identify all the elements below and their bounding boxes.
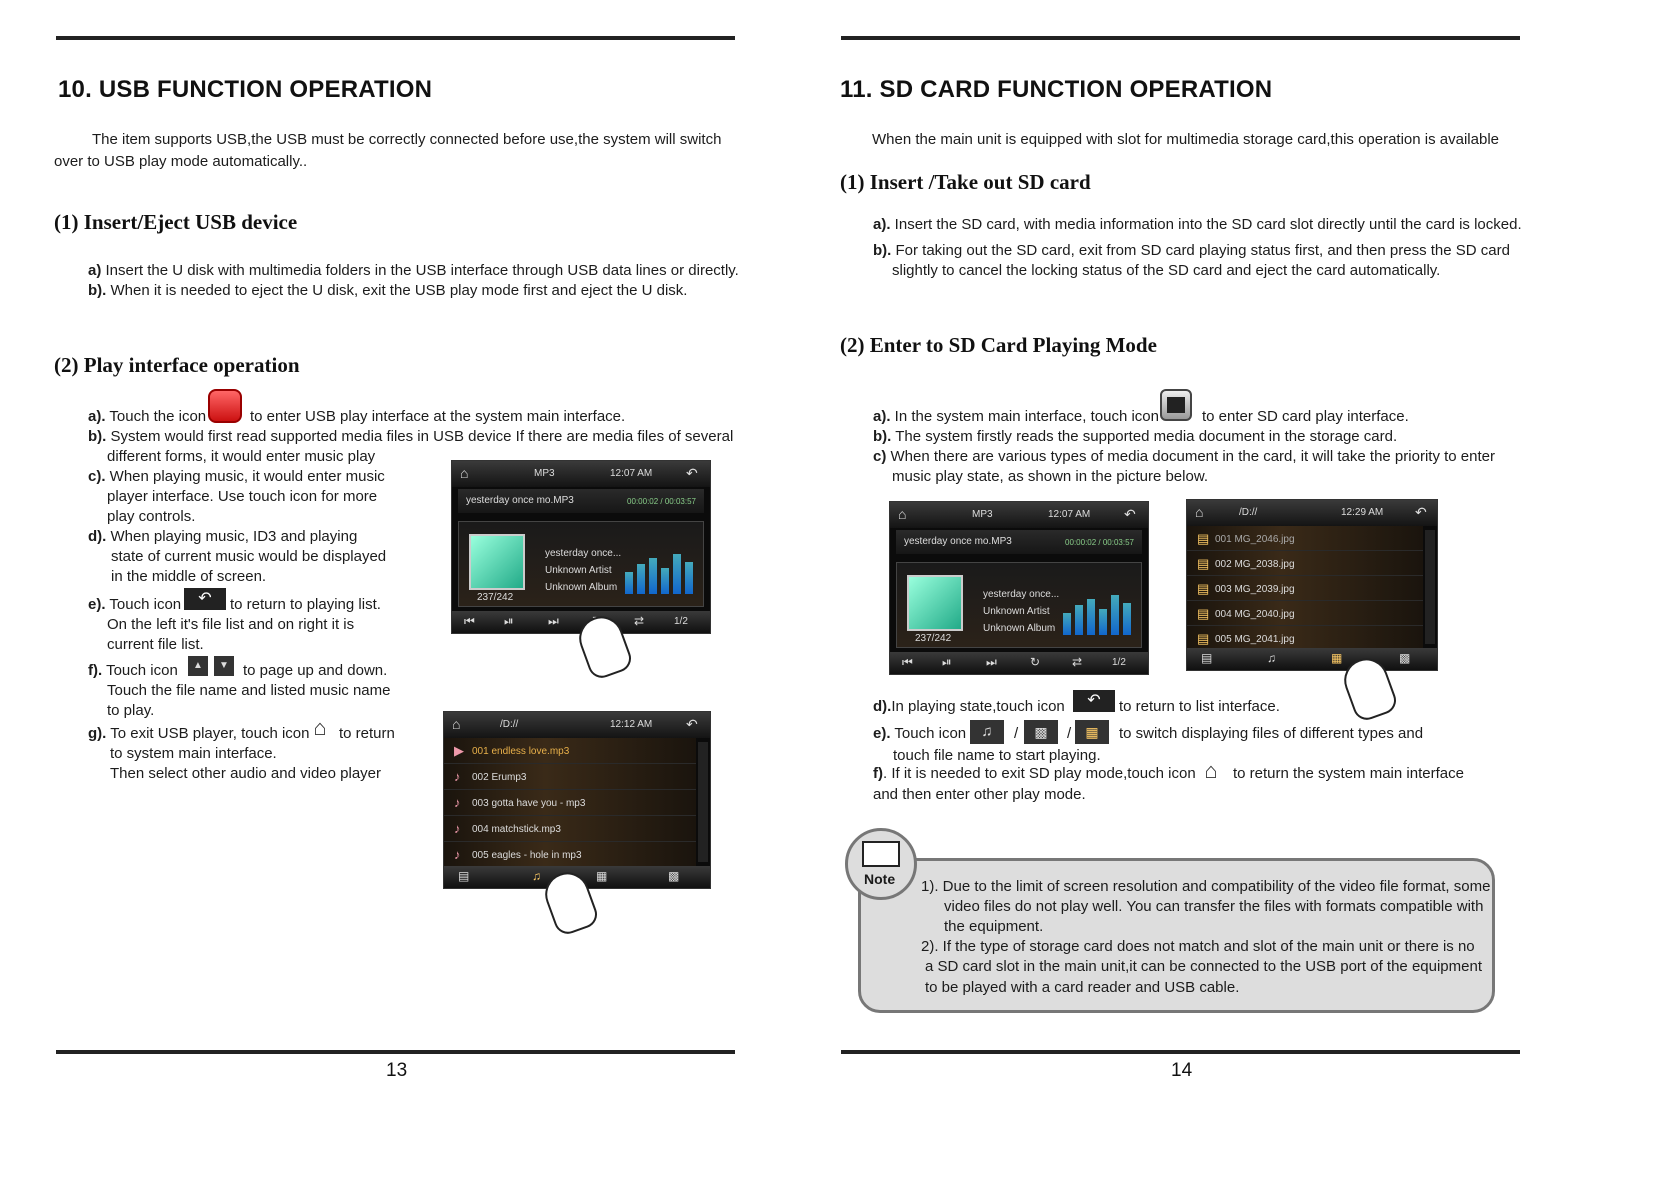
step-text: On the left it's file list and on right it is [107, 616, 355, 633]
note-line: a SD card slot in the main unit,it can be connected to the USB port of the equipment [925, 958, 1482, 975]
file-list [1187, 526, 1437, 648]
photo-icon[interactable]: ▦ [1075, 720, 1109, 744]
back-arrow-icon[interactable]: ↶ [1124, 506, 1136, 522]
note-line: to be played with a card reader and USB cable. [925, 979, 1240, 996]
step-d: d). When playing music, ID3 and playing [88, 528, 358, 545]
now-playing-panel [458, 521, 704, 607]
step-text: to return [339, 725, 395, 742]
step-f: f). Touch icon [88, 662, 178, 679]
sd-player-screenshot [889, 501, 1149, 675]
section-title: 10. USB FUNCTION OPERATION [58, 76, 433, 103]
step-text: play controls. [107, 508, 196, 525]
section-title: 11. SD CARD FUNCTION OPERATION [840, 76, 1273, 103]
step-text: to return to playing list. [230, 596, 381, 613]
list-item[interactable]: ▤ 004 MG_2040.jpg [1187, 601, 1423, 626]
status-bar [890, 502, 1148, 528]
mode-label: MP3 [534, 468, 555, 479]
note-line: video files do not play well. You can transfer the files with formats compatible with [944, 898, 1484, 915]
equalizer-bars [1063, 591, 1133, 635]
note-line: 2). If the type of storage card does not match and slot of the main unit or there is no [921, 938, 1475, 955]
equalizer-bars [625, 550, 695, 594]
home-icon[interactable]: ⌂ [898, 506, 907, 522]
device-icon[interactable]: ▤ [1201, 651, 1213, 665]
page-up-icon[interactable]: ▲ [188, 656, 208, 676]
music-icon[interactable]: ♫ [970, 720, 1004, 744]
step-f: f). If it is needed to exit SD play mode,touch icon [873, 765, 1196, 782]
sd-card-icon[interactable] [1160, 389, 1192, 421]
back-arrow-icon[interactable]: ↶ [1415, 504, 1427, 520]
list-item[interactable]: ▤ 005 MG_2041.jpg [1187, 626, 1423, 650]
note-label: Note [864, 871, 896, 887]
list-item[interactable]: ♪ 002 Erump3 [444, 764, 696, 790]
film-icon[interactable]: ▩ [1024, 720, 1058, 744]
top-rule [841, 36, 1520, 40]
song-title: yesterday once... [545, 548, 622, 559]
usb-player-screenshot [451, 460, 711, 634]
scrollbar[interactable] [698, 742, 708, 862]
step-text: in the middle of screen. [111, 568, 267, 585]
mode-label: MP3 [972, 509, 993, 520]
album: Unknown Album [545, 582, 618, 593]
usb-list-screenshot [443, 711, 711, 889]
step-e: e). Touch icon [88, 596, 182, 613]
status-bar [1187, 500, 1437, 526]
note-line: the equipment. [944, 918, 1044, 935]
back-arrow-icon[interactable]: ↶ [686, 465, 698, 481]
step-text: state of current music would be displayed [111, 548, 387, 565]
photo-icon[interactable]: ▦ [1331, 651, 1343, 665]
subsection-title: (1) Insert/Eject USB device [54, 210, 298, 234]
home-icon[interactable]: ⌂ [460, 465, 469, 481]
step-text: touch file name to start playing. [893, 747, 1101, 764]
progress-time: 00:00:02 / 00:03:57 [1065, 538, 1134, 547]
list-item[interactable]: ♪ 003 gotta have you - mp3 [444, 790, 696, 816]
player-controls [890, 652, 1148, 674]
step-b: b). The system firstly reads the supported media document in the storage card. [873, 428, 1398, 445]
album-art-icon [469, 534, 525, 590]
step-text: and then enter other play mode. [873, 786, 1086, 803]
note-badge [845, 828, 917, 900]
step-text: to play. [107, 702, 155, 719]
list-item[interactable]: ▤ 002 MG_2038.jpg [1187, 551, 1423, 576]
scrollbar[interactable] [1425, 530, 1435, 644]
separator: / [1014, 725, 1019, 742]
track-info [896, 530, 1142, 554]
subsection-title: (2) Enter to SD Card Playing Mode [840, 333, 1157, 357]
usb-app-icon[interactable] [208, 389, 242, 423]
repeat-icon[interactable]: ↻ [1030, 655, 1041, 669]
page-indicator: 1/2 [674, 616, 688, 627]
step-a: a). In the system main interface, touch icon [873, 408, 1159, 425]
step-text: Touch the file name and listed music name [107, 682, 391, 699]
list-item[interactable]: ▤ 003 MG_2039.jpg [1187, 576, 1423, 601]
back-arrow-icon[interactable]: ↶ [1073, 690, 1115, 712]
track-count: 237/242 [915, 633, 952, 644]
progress-time: 00:00:02 / 00:03:57 [627, 497, 696, 506]
track-info [458, 489, 704, 513]
step-a: a). Insert the SD card, with media information into the SD card slot directly until the card is locked. [873, 216, 1522, 233]
device-icon[interactable]: ▤ [458, 869, 470, 883]
step-b: b). For taking out the SD card, exit from SD card playing status first, and then press the SD card [873, 242, 1510, 259]
back-arrow-icon[interactable]: ↶ [184, 588, 226, 610]
step-text: to system main interface. [110, 745, 277, 762]
clock: 12:07 AM [610, 468, 653, 479]
step-a: a) Insert the U disk with multimedia folders in the USB interface through USB data lines or directly. [88, 262, 739, 279]
prev-icon[interactable]: ⏮ [464, 614, 475, 628]
home-icon[interactable]: ⌂ [452, 716, 461, 732]
step-text: Then select other audio and video player [110, 765, 382, 782]
list-tabs [1187, 648, 1437, 670]
step-text: current file list. [107, 636, 204, 653]
step-d: d).In playing state,touch icon [873, 698, 1065, 715]
step-b: b). System would first read supported media files in USB device If there are media files of several [88, 428, 734, 445]
list-item[interactable]: ▶ 001 endless love.mp3 [444, 738, 696, 764]
page-indicator: 1/2 [1112, 657, 1126, 668]
clock: 12:07 AM [1048, 509, 1091, 520]
intro-line: over to USB play mode automatically.. [54, 153, 308, 170]
subsection-title: (1) Insert /Take out SD card [840, 170, 1091, 194]
step-text: slightly to cancel the locking status of the SD card and eject the card automatically. [892, 262, 1441, 279]
shuffle-icon[interactable]: ⇄ [634, 614, 645, 628]
list-item[interactable]: ♪ 005 eagles - hole in mp3 [444, 842, 696, 868]
step-e: e). Touch icon [873, 725, 967, 742]
next-icon[interactable]: ⏭ [548, 614, 559, 628]
list-item[interactable]: ♪ 004 matchstick.mp3 [444, 816, 696, 842]
page-number: 13 [386, 1060, 408, 1081]
track-name: yesterday once mo.MP3 [904, 536, 1012, 547]
track-name: yesterday once mo.MP3 [466, 495, 574, 506]
music-icon[interactable]: ♫ [1267, 651, 1276, 665]
film-icon[interactable]: ▩ [668, 869, 680, 883]
track-count: 237/242 [477, 592, 514, 603]
top-rule [56, 36, 735, 40]
home-icon[interactable]: ⌂ [313, 715, 327, 740]
step-text: to switch displaying files of different types and [1119, 725, 1424, 742]
page-number: 14 [1171, 1060, 1193, 1081]
home-icon[interactable]: ⌂ [1204, 758, 1218, 783]
book-icon [862, 841, 900, 867]
step-text: to page up and down. [243, 662, 388, 679]
step-text: player interface. Use touch icon for more [107, 488, 378, 505]
now-playing-panel [896, 562, 1142, 648]
home-icon[interactable]: ⌂ [1195, 504, 1204, 520]
step-text: different forms, it would enter music play [107, 448, 376, 465]
note-line: 1). Due to the limit of screen resolution and compatibility of the video file format, some [921, 878, 1491, 895]
shuffle-icon[interactable]: ⇄ [1072, 655, 1083, 669]
clock: 12:12 AM [610, 719, 653, 730]
step-text: to return the system main interface [1233, 765, 1464, 782]
status-bar [452, 461, 710, 487]
back-arrow-icon[interactable]: ↶ [686, 716, 698, 732]
artist: Unknown Artist [545, 565, 612, 576]
artist: Unknown Artist [983, 606, 1050, 617]
step-c: c). When playing music, it would enter music [88, 468, 385, 485]
play-pause-icon[interactable]: ⏯ [942, 655, 952, 669]
step-a: a). Touch the icon [88, 408, 207, 425]
album: Unknown Album [983, 623, 1056, 634]
step-c: c) When there are various types of media document in the card, it will take the priority to enter [873, 448, 1495, 465]
path-label: /D:// [500, 719, 519, 730]
file-list [444, 738, 710, 866]
note-box [858, 858, 1495, 1013]
intro-line: The item supports USB,the USB must be correctly connected before use,the system will switch [92, 131, 722, 148]
play-pause-icon[interactable]: ⏯ [504, 614, 514, 628]
film-icon[interactable]: ▩ [1399, 651, 1411, 665]
song-title: yesterday once... [983, 589, 1060, 600]
step-text: to enter SD card play interface. [1202, 408, 1409, 425]
prev-icon[interactable]: ⏮ [902, 655, 913, 669]
album-art-icon [907, 575, 963, 631]
step-g: g). To exit USB player, touch icon [88, 725, 310, 742]
page-down-icon[interactable]: ▼ [214, 656, 234, 676]
music-icon[interactable]: ♫ [532, 869, 541, 883]
list-item[interactable]: ▤ 001 MG_2046.jpg [1187, 526, 1423, 551]
step-text: to return to list interface. [1119, 698, 1280, 715]
bottom-rule [56, 1050, 735, 1054]
path-label: /D:// [1239, 507, 1258, 518]
clock: 12:29 AM [1341, 507, 1384, 518]
photo-icon[interactable]: ▦ [596, 869, 608, 883]
status-bar [444, 712, 710, 738]
step-text: music play state, as shown in the picture below. [892, 468, 1208, 485]
separator: / [1067, 725, 1072, 742]
step-b: b). When it is needed to eject the U disk, exit the USB play mode first and eject the U disk. [88, 282, 688, 299]
step-text: to enter USB play interface at the system main interface. [250, 408, 626, 425]
bottom-rule [841, 1050, 1520, 1054]
next-icon[interactable]: ⏭ [986, 655, 997, 669]
sd-list-screenshot [1186, 499, 1438, 671]
subsection-title: (2) Play interface operation [54, 353, 300, 377]
intro-line: When the main unit is equipped with slot for multimedia storage card,this operation is available [872, 131, 1499, 148]
